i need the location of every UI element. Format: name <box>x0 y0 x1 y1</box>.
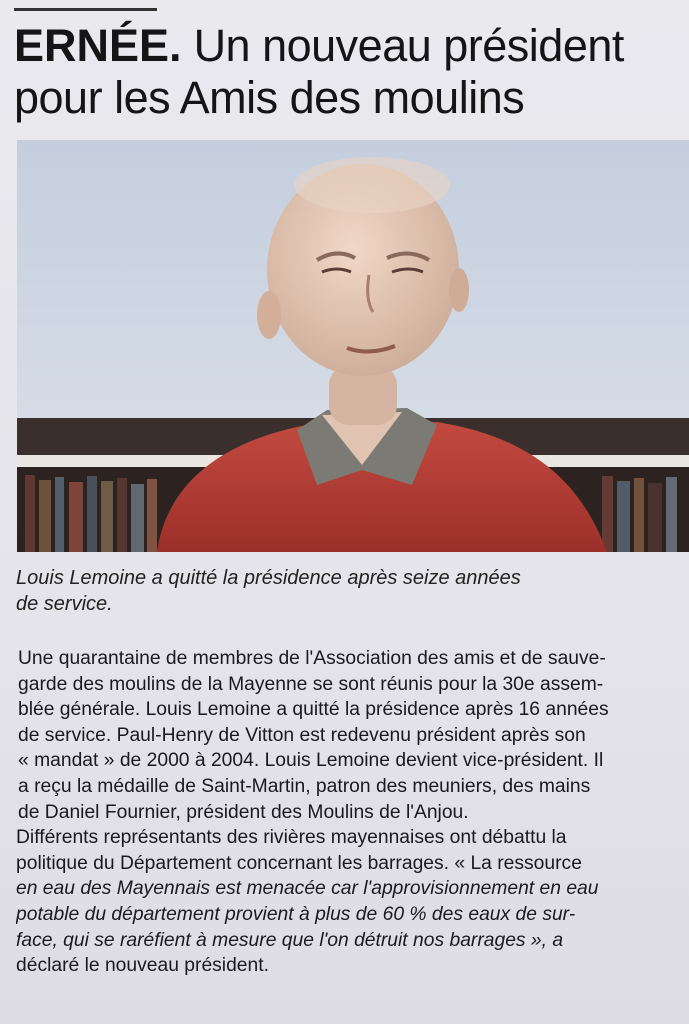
caption-line: Louis Lemoine a quitté la présidence après seize années <box>16 567 521 589</box>
paragraph-2 <box>2 825 689 979</box>
body-line: Différents représentants des rivières mayennaises ont débattu la <box>16 827 567 849</box>
quote-line: en eau des Mayennais est menacée car l'approvisionnement en eau <box>16 878 599 900</box>
article-body <box>2 646 689 979</box>
body-line: politique du Département concernant les barrages. « La ressource <box>16 852 582 874</box>
headline-title-line1: Un nouveau président <box>193 20 624 71</box>
body-line: Une quarantaine de membres de l'Association des amis et de sauve- <box>18 648 606 669</box>
headline-title-line2: pour les Amis des moulins <box>14 72 525 123</box>
headline-kicker: ERNÉE. <box>14 20 182 71</box>
body-line: garde des moulins de la Mayenne se sont réunis pour la 30e assem- <box>18 673 604 695</box>
body-line: de Daniel Fournier, président des Moulins de l'Anjou. <box>18 801 469 823</box>
body-line: de service. Paul-Henry de Vitton est redevenu président après son <box>18 724 586 746</box>
body-line: a reçu la médaille de Saint-Martin, patron des meuniers, des mains <box>18 775 591 797</box>
body-line: « mandat » de 2000 à 2004. Louis Lemoine devient vice-président. Il <box>18 750 604 772</box>
quote-line: potable du département provient à plus de 60 % des eaux de sur- <box>16 903 576 925</box>
body-line: déclaré le nouveau président. <box>16 955 269 977</box>
top-rule <box>14 8 157 11</box>
headline <box>14 20 689 124</box>
quote-line: face, qui se raréfient à mesure que l'on détruit nos barrages », a <box>16 929 564 951</box>
photo-caption <box>16 565 636 617</box>
caption-line: de service. <box>16 593 113 615</box>
paragraph-1 <box>2 646 689 825</box>
article-photo <box>17 140 689 552</box>
body-line: blée générale. Louis Lemoine a quitté la présidence après 16 années <box>18 699 609 721</box>
